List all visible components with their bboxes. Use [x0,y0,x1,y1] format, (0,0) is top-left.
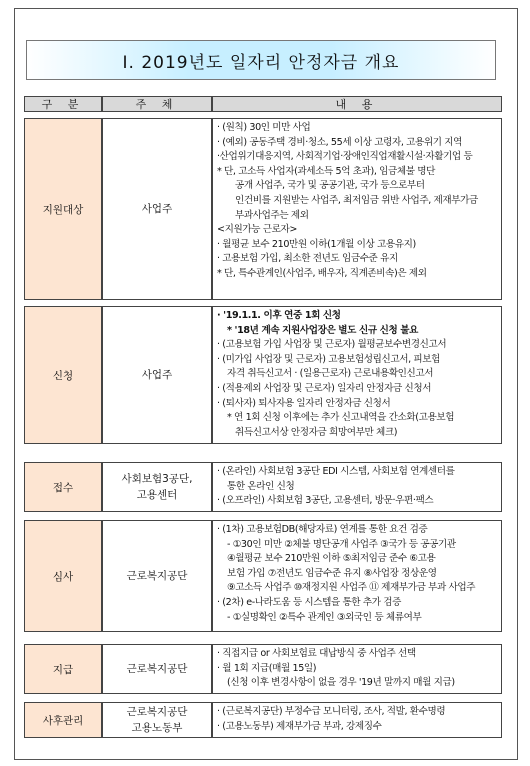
content-cell [212,702,502,738]
subject-cell [102,644,212,694]
content-line: · 월 1회 지급(매월 15일) [217,662,317,674]
content-line: 보험 가입 ⑦전년도 임금수준 유지 ⑧사업장 정상운영 [227,567,437,579]
content-cell [212,118,502,300]
content-line: * 단, 고소득 사업자(과세소득 5억 초과), 임금체불 명단 [217,165,435,177]
header-subject: 주 체 [102,96,212,112]
content-line: · (오프라인) 사회보험 3공단, 고용센터, 방문·우편·팩스 [217,495,434,507]
content-line: · (예외) 공동주택 경비·청소, 55세 이상 고령자, 고용위기 지역 [217,136,462,148]
content-line: - ①30인 미만 ②체불 명단공개 사업주 ③국가 등 공공기관 [227,538,456,550]
content-line: ⑨고소득 사업주 ⑩재정지원 사업주 ⑪ 제재부가금 부과 사업주 [227,582,476,594]
subject-line: 고용센터 [136,489,178,501]
content-line: 자격 취득신고서 · (일용근로자) 근로내용확인신고서 [227,368,434,380]
subject-cell [102,306,212,444]
content-line: * '18년 계속 지원사업장은 별도 신규 신청 불요 [227,324,419,336]
content-line: · (고용보험 가입 사업장 및 근로자) 월평균보수변경신고서 [217,339,447,351]
content-line: 부과사업주는 제외 [235,209,309,221]
content-line: ④월평균 보수 210만원 이하 ⑤최저임금 준수 ⑥고용 [227,553,436,565]
content-line: · 고용보험 가입, 최소한 전년도 임금수준 유지 [217,253,398,265]
content-line: · '19.1.1. 이후 연중 1회 신청 [217,310,341,321]
table-header [24,96,502,112]
content-line: · (1차) 고용보험DB(해당자료) 연계를 통한 요건 검증 [217,524,428,535]
page-title: Ⅰ. 2019년도 일자리 안정자금 개요 [26,40,496,80]
category-cell: 지원대상 [24,118,102,300]
table-row-payment [24,644,502,694]
content-line: · (미가입 사업장 및 근로자) 고용보험성립신고서, 피보험 [217,353,440,365]
table-row-review [24,520,502,632]
content-line: 통한 온라인 신청 [227,480,295,492]
content-cell [212,520,502,632]
header-category: 구 분 [24,96,102,112]
subject-line: 근로복지공단 [126,706,188,718]
category-cell: 접수 [24,462,102,512]
subject-line: 근로복지공단 [126,663,188,675]
content-line: * 연 1회 신청 이후에는 추가 신고내역을 간소화(고용보험 [227,412,455,424]
content-subheading: <지원가능 근로자> [217,224,297,236]
subject-cell [102,702,212,738]
category-cell: 심사 [24,520,102,632]
subject-line: 사업주 [141,369,173,381]
content-cell [212,306,502,444]
content-line: · (퇴사자) 퇴사자용 일자리 안정자금 신청서 [217,397,391,409]
content-cell [212,462,502,512]
content-line: · (2차) e-나라도움 등 시스템을 통한 추가 검증 [217,596,402,608]
content-line: · (원칙) 30인 미만 사업 [217,122,311,133]
content-line: * 단, 특수관계인(사업주, 배우자, 직계존비속)은 제외 [217,267,427,279]
subject-cell [102,520,212,632]
content-line: - ①실명확인 ②특수 관계인 ③외국인 등 체류여부 [227,611,422,623]
content-line: · (고용노동부) 제재부가금 부과, 강제징수 [217,720,382,732]
content-line: · (근로복지공단) 부정수급 모니터링, 조사, 적발, 환수명령 [217,706,446,717]
content-line: ·산업위기대응지역, 사회적기업·장애인직업재활시설·자활기업 등 [217,151,473,163]
content-line: 인건비를 지원받는 사업주, 최저임금 위반 사업주, 제재부가금 [235,194,478,206]
content-cell [212,644,502,694]
subject-line: 사회보험3공단, [121,473,193,485]
subject-line: 고용노동부 [131,722,183,734]
category-cell: 신청 [24,306,102,444]
overview-table [24,96,502,734]
category-cell: 지급 [24,644,102,694]
header-content: 내 용 [212,96,502,112]
content-line: · 월평균 보수 210만원 이하(1개월 이상 고용유지) [217,238,416,250]
table-row-follow-up [24,702,502,738]
subject-cell [102,118,212,300]
table-row-eligibility [24,118,502,300]
category-cell: 사후관리 [24,702,102,738]
content-line: · (온라인) 사회보험 3공단 EDI 시스템, 사회보험 연계센터를 [217,466,455,477]
content-line: (신청 이후 변경사항이 없을 경우 '19년 말까지 매월 지급) [227,677,455,689]
subject-cell [102,462,212,512]
table-row-receipt [24,462,502,512]
content-line: 취득신고서상 안정자금 희망여부만 체크) [235,426,398,438]
subject-line: 근로복지공단 [126,570,188,582]
content-line: · (적용제외 사업장 및 근로자) 일자리 안정자금 신청서 [217,382,432,394]
subject-line: 사업주 [141,203,173,215]
content-line: · 직접지급 or 사회보험료 대납방식 중 사업주 선택 [217,648,416,659]
content-line: 공개 사업주, 국가 및 공공기관, 국가 등으로부터 [235,180,425,192]
table-row-application [24,306,502,444]
